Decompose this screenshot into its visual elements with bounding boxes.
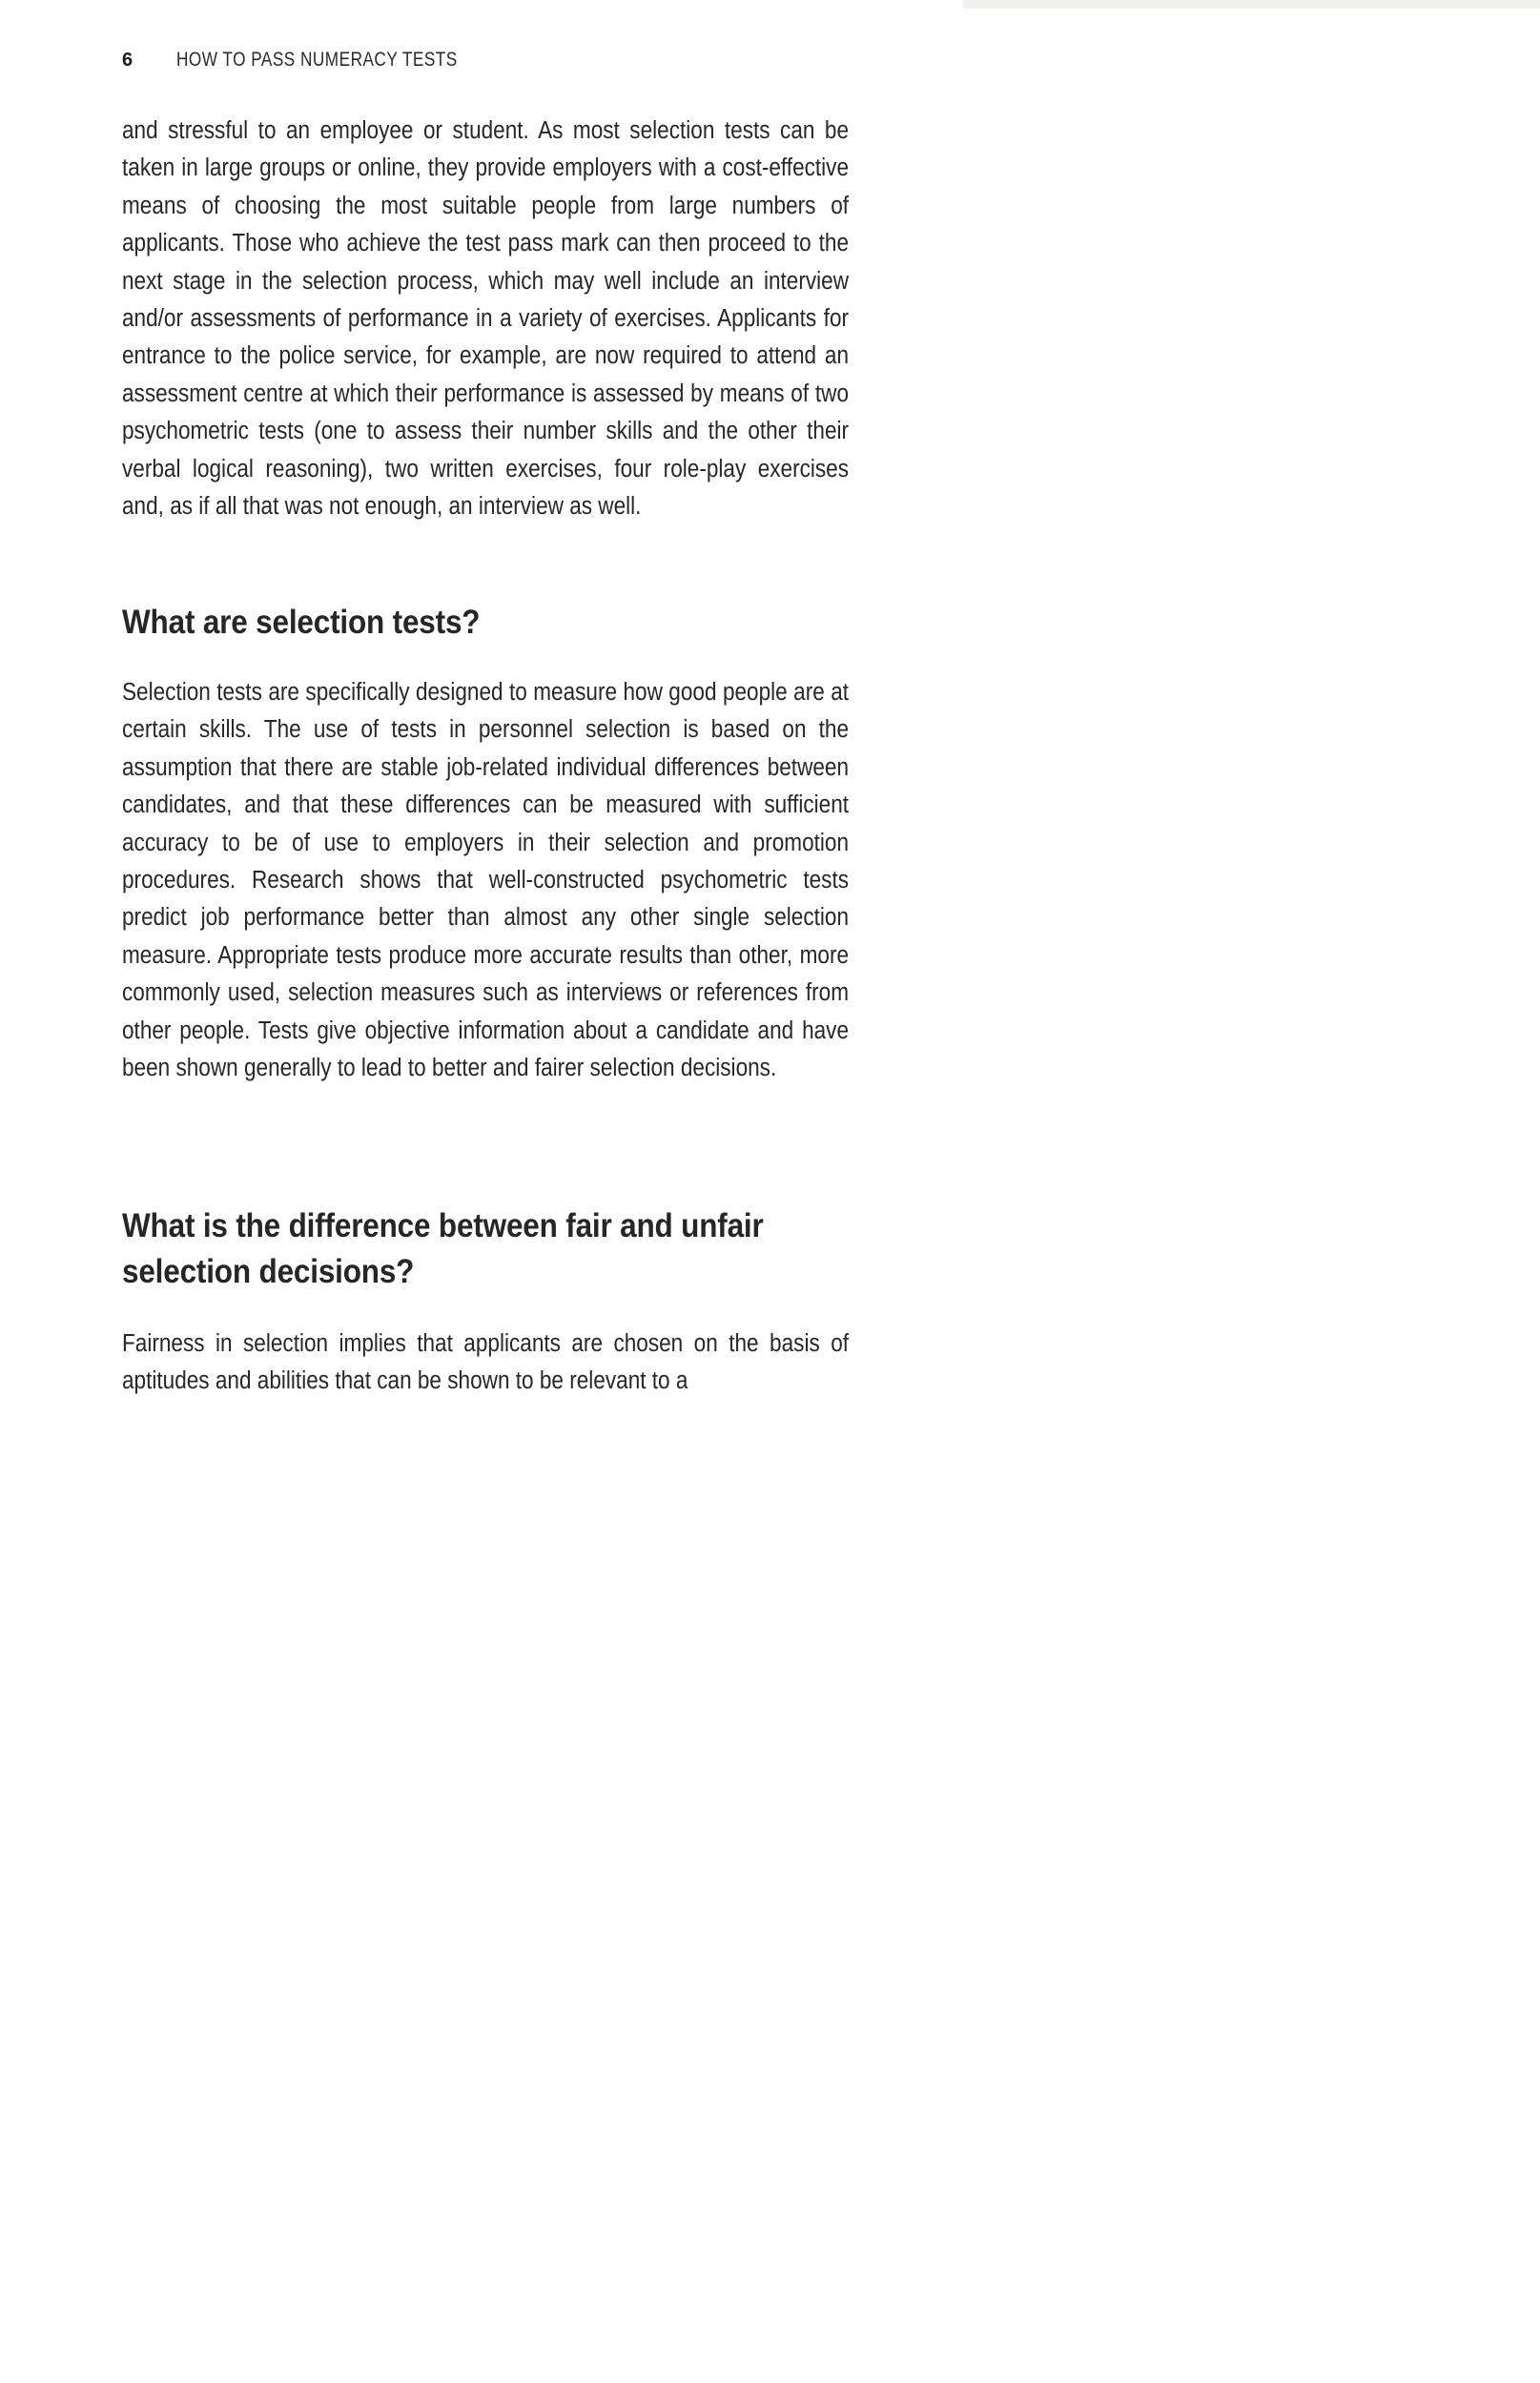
paragraph-selection-tests <box>122 674 849 1087</box>
running-header <box>122 48 849 76</box>
paragraph-text: Selection tests are specifically designed to measure how good people are at certain skills. The use of tests in personnel selection is based on the assumption that there are stable job-related individual differences between candidates, and that these differences can be measured with sufficient accuracy to be of use to employers in their selection and promotion procedures. Research shows that well-constructed psychometric tests predict job performance better than almost any other single selection measure. Appropriate tests produce more accurate results than other, more commonly used, selection measures such as interviews or references from other people. Tests give objective information about a candidate and have been shown generally to lead to better and fairer selection decisions. <box>122 679 850 1082</box>
paragraph-text: Fairness in selection implies that applicants are chosen on the basis of aptitudes and abilities that can be shown to be relevant to a <box>122 1330 850 1395</box>
paragraph-fairness <box>122 1325 849 1401</box>
heading-what-are-selection-tests <box>122 600 875 646</box>
page-number: 6 <box>122 50 133 71</box>
running-title: HOW TO PASS NUMERACY TESTS <box>176 48 458 71</box>
heading-text: What is the difference between fair and unfair selection decisions? <box>122 1207 764 1290</box>
heading-text: What are selection tests? <box>122 604 481 641</box>
paragraph-intro-continued <box>122 113 849 525</box>
heading-fair-unfair-decisions <box>122 1203 875 1295</box>
paragraph-text: and stressful to an employee or student. As most selection tests can be taken in large groups or online, they provide employers with a cost-effective means of choosing the most suitable people from large numbers of applicants. Those who achieve the test pass mark can then proceed to the next stage in the selection process, which may well include an interview and/or assessments of performance in a variety of exercises. Applicants for entrance to the police service, for example, are now required to attend an assessment centre at which their performance is assessed by means of two psychometric tests (one to assess their number skills and the other their verbal logical reasoning), two written exercises, four role-play exercises and, as if all that was not enough, an interview as well. <box>122 117 850 521</box>
